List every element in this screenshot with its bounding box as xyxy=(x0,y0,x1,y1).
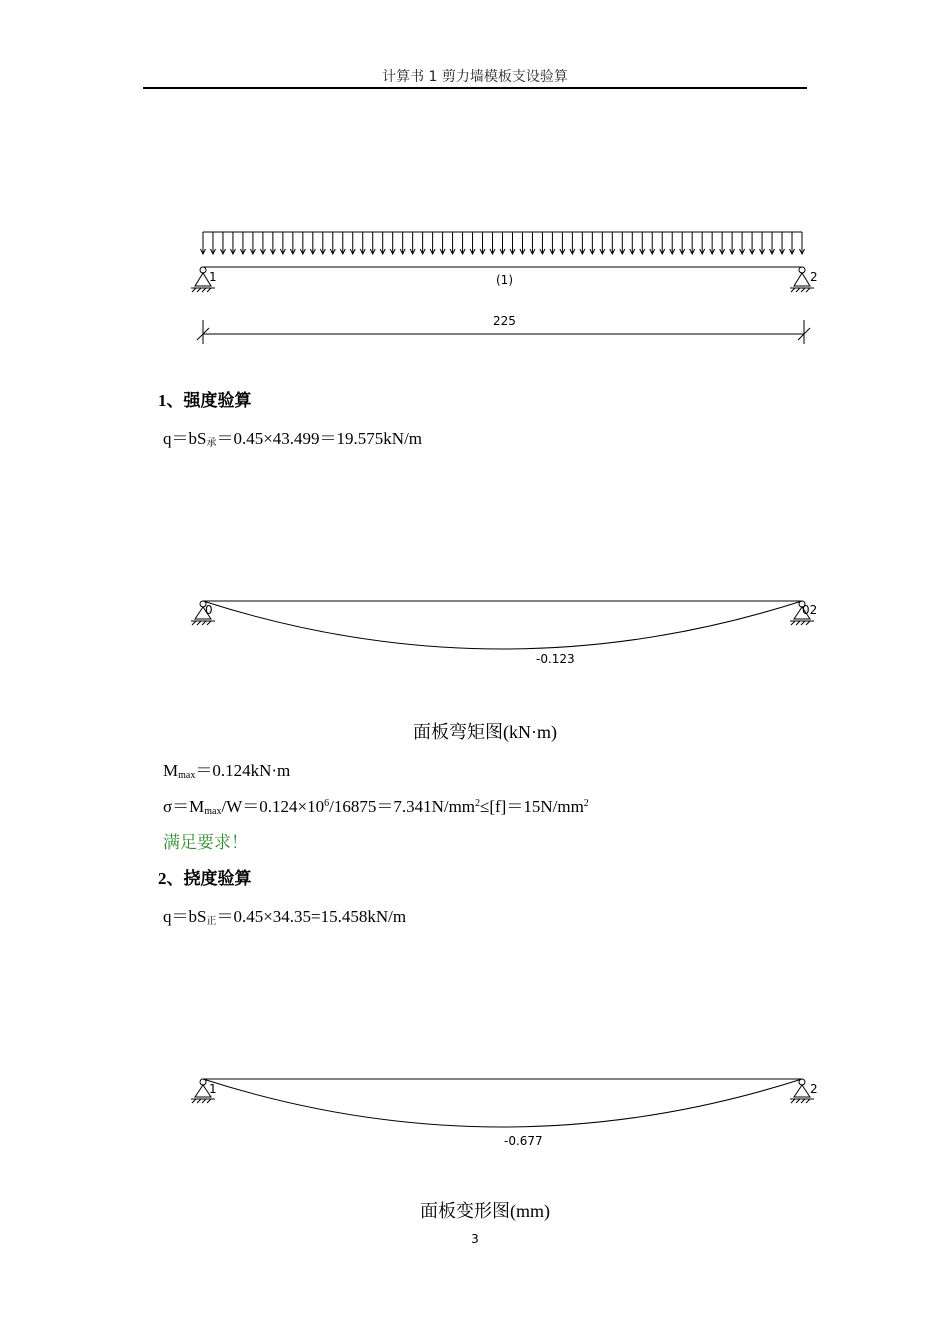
load-arrow xyxy=(480,232,485,254)
node-label-left: 1 xyxy=(209,1082,217,1096)
load-arrow xyxy=(400,232,405,254)
node-label-right: 2 xyxy=(810,1082,818,1096)
deflection-curve xyxy=(203,1079,802,1127)
load-arrow xyxy=(700,232,705,254)
load-arrow xyxy=(770,232,775,254)
section-heading-deflection: 2、挠度验算 xyxy=(158,869,252,888)
load-arrow xyxy=(450,232,455,254)
header-rule xyxy=(143,87,807,89)
load-arrow xyxy=(690,232,695,254)
load-arrow xyxy=(680,232,685,254)
span-dimension-label: 225 xyxy=(493,314,516,328)
load-arrow xyxy=(720,232,725,254)
load-arrow xyxy=(570,232,575,254)
load-diagram xyxy=(180,222,830,362)
load-arrow xyxy=(510,232,515,254)
load-arrow xyxy=(220,232,225,254)
page-header: 计算书 1 剪力墙模板支设验算 xyxy=(382,69,568,85)
load-arrow xyxy=(320,232,325,254)
load-arrow xyxy=(790,232,795,254)
load-arrow xyxy=(670,232,675,254)
distributed-load-arrows xyxy=(201,232,805,254)
node-label-right: 2 xyxy=(810,270,818,284)
load-arrow xyxy=(360,232,365,254)
load-arrow xyxy=(610,232,615,254)
moment-diagram-caption: 面板弯矩图(kN·m) xyxy=(413,722,557,742)
load-arrow xyxy=(250,232,255,254)
strength-result: 满足要求！ xyxy=(163,833,248,852)
deflection-diagram-caption: 面板变形图(mm) xyxy=(420,1201,550,1221)
max-deflection-label: -0.677 xyxy=(504,1134,543,1148)
load-arrow xyxy=(780,232,785,254)
load-arrow xyxy=(230,232,235,254)
formula-sigma: $\sigma=M_{max}/W=0.124\times 10^6/16875=7.341N/mm^2\le[f]=15N/mm^2$ xyxy=(163,797,589,817)
load-arrow xyxy=(640,232,645,254)
load-arrow xyxy=(590,232,595,254)
formula-q-deflection: $q=bS_正=0.45\times 34.35=15.458kN/m$ xyxy=(163,907,407,927)
load-arrow xyxy=(280,232,285,254)
load-arrow xyxy=(540,232,545,254)
section-heading-strength: 1、强度验算 xyxy=(158,391,252,410)
formula-mmax: $M_{max}=0.124kN\cdot m$ xyxy=(163,761,291,781)
load-arrow xyxy=(470,232,475,254)
load-arrow xyxy=(370,232,375,254)
load-arrow xyxy=(390,232,395,254)
member-label: (1) xyxy=(496,273,513,287)
load-arrow xyxy=(350,232,355,254)
formula-q-strength: $q=bS_承=0.45\times 43.499=19.575kN/m$ xyxy=(163,429,423,449)
load-arrow xyxy=(710,232,715,254)
load-arrow xyxy=(240,232,245,254)
load-arrow xyxy=(800,232,805,254)
deflection-diagram xyxy=(180,1063,830,1203)
load-arrow xyxy=(520,232,525,254)
load-arrow xyxy=(740,232,745,254)
load-arrow xyxy=(750,232,755,254)
node-label-left: 1 xyxy=(209,270,217,284)
load-arrow xyxy=(330,232,335,254)
load-arrow xyxy=(340,232,345,254)
load-arrow xyxy=(210,232,215,254)
node-label-right: 02 xyxy=(802,603,818,617)
load-arrow xyxy=(620,232,625,254)
load-arrow xyxy=(490,232,495,254)
load-arrow xyxy=(530,232,535,254)
load-arrow xyxy=(460,232,465,254)
page-number: 3 xyxy=(471,1232,479,1246)
load-arrow xyxy=(290,232,295,254)
load-arrow xyxy=(600,232,605,254)
load-arrow xyxy=(500,232,505,254)
load-arrow xyxy=(310,232,315,254)
moment-curve xyxy=(203,601,802,649)
max-moment-label: -0.123 xyxy=(536,652,575,666)
load-arrow xyxy=(650,232,655,254)
load-arrow xyxy=(260,232,265,254)
load-arrow xyxy=(430,232,435,254)
load-arrow xyxy=(201,232,206,254)
load-arrow xyxy=(730,232,735,254)
load-arrow xyxy=(550,232,555,254)
node-label-left: 0 xyxy=(205,603,213,617)
load-arrow xyxy=(300,232,305,254)
load-arrow xyxy=(440,232,445,254)
load-arrow xyxy=(270,232,275,254)
load-arrow xyxy=(380,232,385,254)
load-arrow xyxy=(410,232,415,254)
load-arrow xyxy=(580,232,585,254)
load-arrow xyxy=(660,232,665,254)
load-arrow xyxy=(560,232,565,254)
moment-diagram xyxy=(180,585,830,725)
load-arrow xyxy=(760,232,765,254)
load-arrow xyxy=(420,232,425,254)
load-arrow xyxy=(630,232,635,254)
